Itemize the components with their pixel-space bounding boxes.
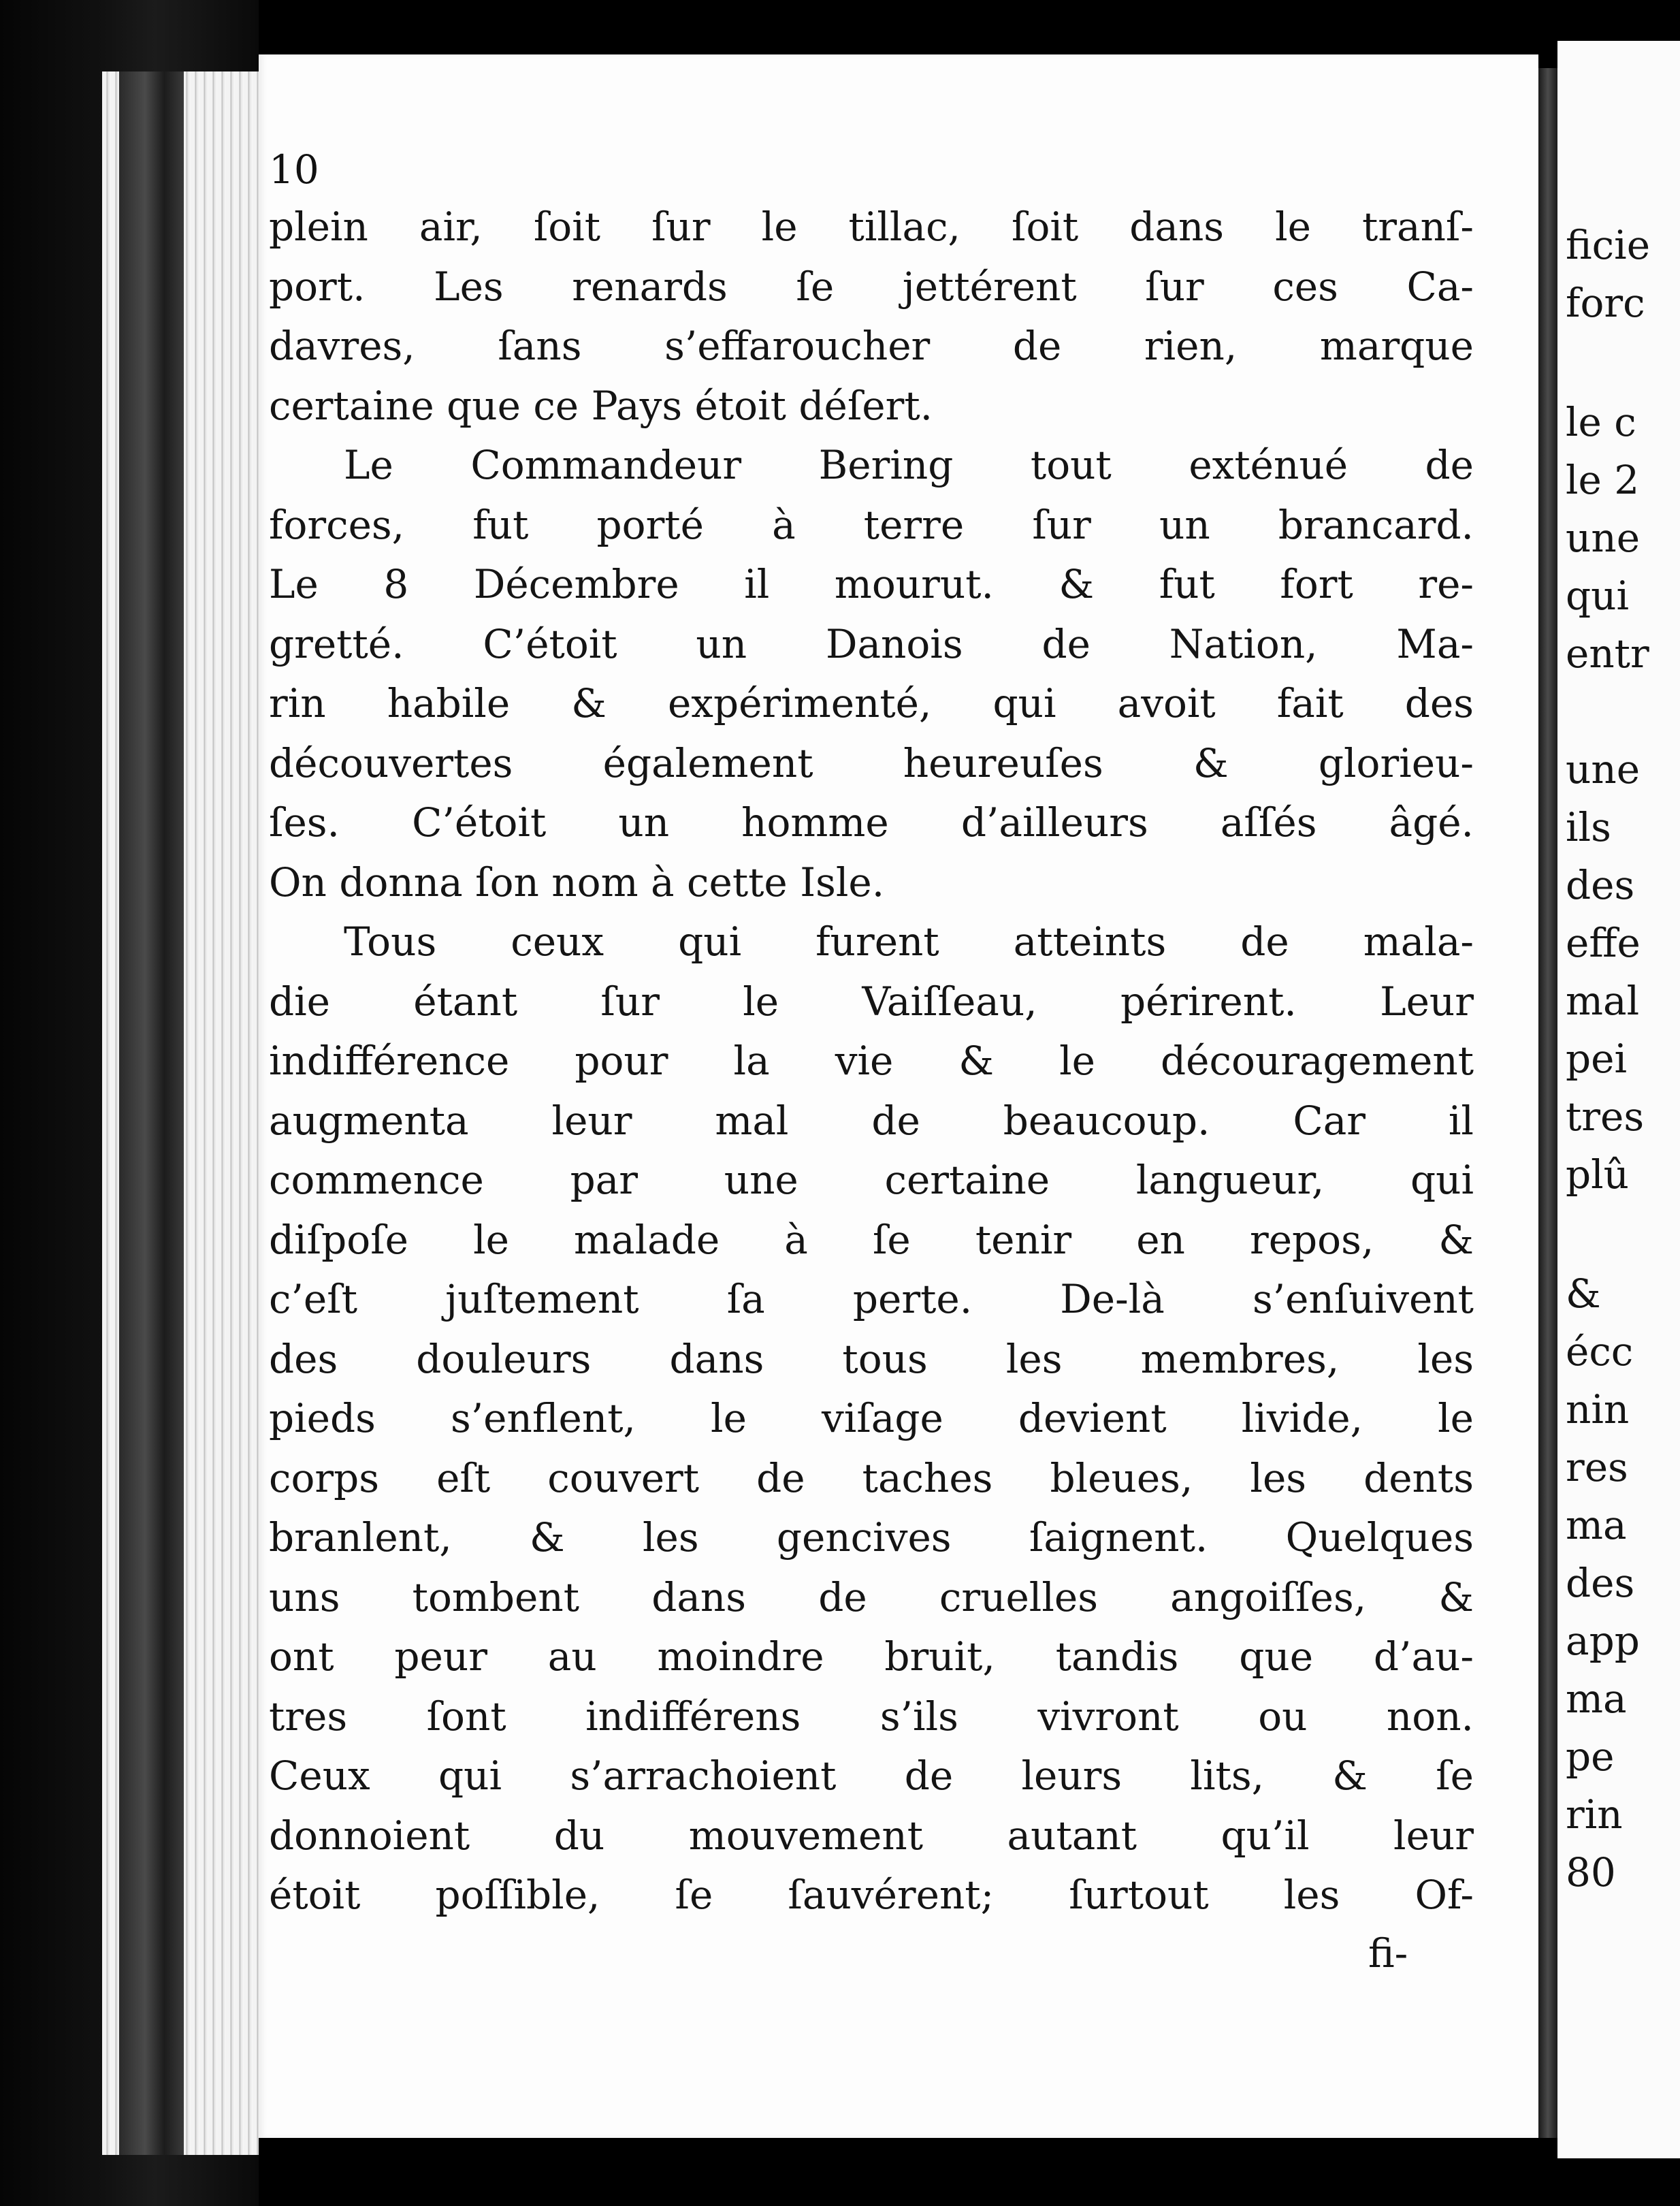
facing-page-text-fragment: des [1566,1560,1635,1606]
catchword: fi- [1368,1930,1408,1977]
facing-page-text-fragment: rin [1566,1791,1623,1838]
facing-page-text-fragment: qui [1566,573,1630,619]
text-line: uns tombent dans de cruelles angoiſſes, & [269,1573,1474,1620]
facing-page-text-fragment: ficie [1566,222,1651,268]
text-line: étoit poſſible, ſe ſauvérent; ſurtout les Of- [269,1872,1474,1918]
facing-page-text-fragment: une [1566,515,1641,561]
text-line: forces, fut porté à terre ſur un brancard. [269,501,1474,548]
text-line: donnoient du mouvement autant qu’il leur [269,1812,1474,1859]
facing-page-text-fragment: tres [1566,1093,1645,1140]
facing-page-text-fragment: écc [1566,1328,1634,1375]
text-line: des douleurs dans tous les membres, les [269,1335,1474,1382]
text-line: Le 8 Décembre il mourut. & fut fort re- [269,561,1474,607]
facing-page-text-fragment: ma [1566,1676,1627,1722]
binding-cloth [119,71,184,2155]
text-line: c’eſt juſtement ſa perte. De-là s’enſuivent [269,1276,1474,1322]
text-line: Ceux qui s’arrachoient de leurs lits, & ſe [269,1753,1474,1799]
facing-page-text-fragment: mal [1566,978,1640,1024]
text-line: plein air, ſoit ſur le tillac, ſoit dans le tranſ- [269,204,1474,250]
text-line: branlent, & les gencives ſaignent. Quelques [269,1514,1474,1561]
facing-page-text-fragment: des [1566,862,1635,908]
text-line: certaine que ce Pays étoit déſert. [269,382,933,429]
text-line: Tous ceux qui furent atteints de mala- [344,918,1474,965]
text-line: die étant ſur le Vaiſſeau, périrent. Leur [269,978,1474,1025]
facing-page-text-fragment: le 2 [1566,457,1640,503]
text-line: Le Commandeur Bering tout exténué de [344,442,1474,488]
facing-page-text-fragment: le c [1566,399,1636,445]
page-body-text [269,197,1474,1925]
facing-page-text-fragment: nin [1566,1386,1630,1433]
text-line: indifférence pour la vie & le découragement [269,1038,1474,1084]
facing-page-text-fragment: ma [1566,1502,1627,1548]
facing-page-text-fragment: pei [1566,1036,1628,1082]
text-line: davres, ſans s’effaroucher de rien, marque [269,323,1474,369]
text-line: découvertes également heureuſes & glorieu- [269,739,1474,786]
text-line: On donna ſon nom à cette Isle. [269,859,885,906]
facing-page [1557,41,1680,2158]
text-line: rin habile & expérimenté, qui avoit fait des [269,680,1474,726]
text-line: gretté. C’étoit un Danois de Nation, Ma- [269,620,1474,667]
facing-page-text-fragment: plû [1566,1151,1630,1198]
text-line: ſes. C’étoit un homme d’ailleurs aſſés âgé. [269,799,1474,846]
text-line: corps eſt couvert de taches bleues, les dents [269,1454,1474,1501]
text-line: tres ſont indifférens s’ils vivront ou non. [269,1693,1474,1740]
facing-page-text-fragment: effe [1566,920,1641,966]
facing-page-text-fragment: forc [1566,280,1645,326]
facing-page-text-fragment: & [1566,1270,1601,1317]
facing-page-text-fragment: res [1566,1444,1628,1490]
facing-page-text-fragment: app [1566,1618,1640,1664]
text-line: diſpoſe le malade à ſe tenir en repos, & [269,1216,1474,1263]
text-line: commence par une certaine langueur, qui [269,1157,1474,1203]
facing-page-text-fragment: une [1566,746,1641,793]
text-line: port. Les renards ſe jettérent ſur ces Ca- [269,263,1474,310]
text-line: augmenta leur mal de beaucoup. Car il [269,1097,1474,1144]
page-number: 10 [269,146,319,193]
text-line: ont peur au moindre bruit, tandis que d’au- [269,1633,1474,1680]
facing-page-text-fragment: ils [1566,804,1611,850]
facing-page-text-fragment: entr [1566,630,1649,677]
text-line: pieds s’enflent, le viſage devient livide, le [269,1395,1474,1441]
facing-page-text-fragment: 80 [1566,1849,1616,1896]
facing-page-text-fragment: pe [1566,1733,1615,1780]
page-gutter [1538,68,1557,2138]
